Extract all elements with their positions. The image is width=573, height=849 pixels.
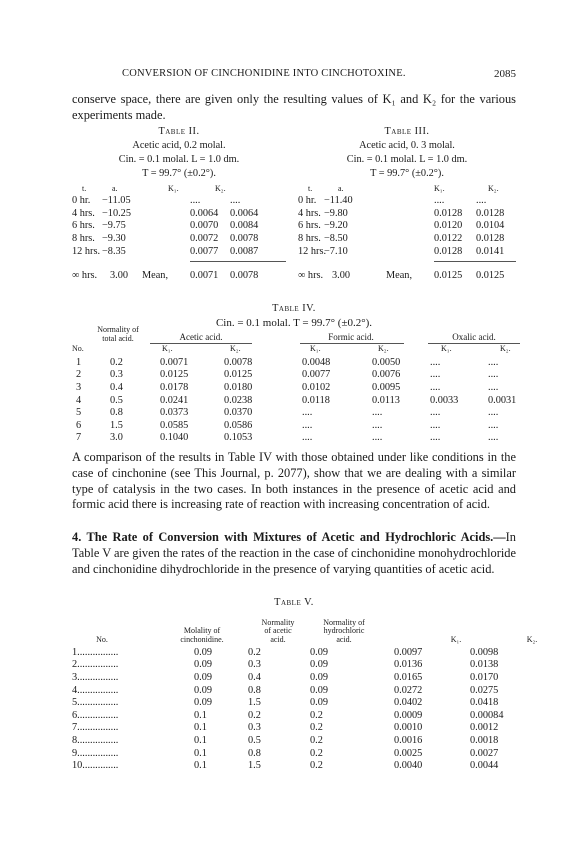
section-heading: 4. The Rate of Conversion with Mixtures of Acetic and Hydrochloric Acids.— (72, 530, 506, 544)
table-row (72, 696, 524, 709)
table-cell: .... (488, 356, 499, 368)
table-cell: 0.0178 (160, 381, 189, 393)
table-cell: 0.8 (248, 684, 261, 696)
comparison-paragraph (72, 450, 516, 513)
intro-paragraph: conserve space, there are given only the resulting values of K₁ and K₂ for the various experiments made. (72, 92, 516, 122)
table-cell: 0.09 (194, 697, 213, 709)
table-cell: 0.00084 (470, 709, 504, 721)
conditions-line: Cin. = 0.1 molal. L = 1.0 dm. (346, 154, 468, 165)
table-cell: 0.1 (194, 734, 207, 746)
table-cell: 0.1053 (224, 432, 253, 444)
table-cell: −7.10 (324, 245, 348, 257)
column-header: t. (308, 184, 313, 193)
column-header: a. (338, 184, 344, 193)
table-cell: 0.5 (110, 394, 123, 406)
table-cell: 7................ (72, 722, 119, 734)
oxalic-k2-head: K₂. (500, 344, 511, 353)
column-header: K₂. (215, 184, 226, 193)
table-cell: 0.2 (310, 722, 323, 734)
table-3 (298, 126, 516, 306)
table-row (72, 356, 522, 369)
column-header: K₁. (450, 634, 462, 644)
table-cell: 0.09 (310, 671, 329, 683)
table-cell: .... (488, 369, 499, 381)
table-cell: 0.0136 (394, 659, 423, 671)
table-cell: 0.09 (194, 646, 213, 658)
table-cell: 12 hrs. (72, 245, 101, 257)
table-cell: .... (488, 381, 499, 393)
table-cell: .... (430, 432, 441, 444)
table-cell: 0.0064 (230, 207, 259, 219)
table-cell: 1.5 (110, 419, 123, 431)
table-cell: 0.0078 (230, 233, 259, 245)
table-4-conditions: Cin. = 0.1 molal. T = 99.7° (±0.2°). (215, 317, 373, 329)
column-header: K₂. (488, 184, 499, 193)
table-cell: 0.0373 (160, 407, 189, 419)
table-cell: 0 hr. (72, 195, 91, 206)
infinity-a: 3.00 (110, 270, 129, 281)
table-cell: .... (430, 407, 441, 419)
table-cell: 8 hrs. (298, 233, 321, 245)
table-cell: 0.0064 (190, 207, 219, 219)
table-cell: 0.09 (310, 659, 329, 671)
table-cell: 0.5 (248, 734, 261, 746)
mean-k1: 0.0125 (434, 270, 463, 281)
table-cell: 0.3 (110, 369, 123, 381)
table-cell: .... (190, 195, 201, 206)
table-cell: 0.0078 (224, 356, 253, 368)
table-cell: 5 (76, 407, 82, 419)
table-cell: 5................ (72, 697, 119, 709)
table-cell: 6................ (72, 709, 119, 721)
table-cell: .... (476, 195, 487, 206)
oxalic-k1-head: K₁. (441, 344, 452, 353)
table-cell: 0.0016 (394, 734, 423, 746)
table-cell: 0.0120 (434, 220, 463, 232)
conditions-line: Cin. = 0.1 molal. L = 1.0 dm. (118, 154, 240, 165)
table-cell: 0.0418 (470, 697, 499, 709)
table-cell: 7 (76, 432, 82, 444)
table-cell: 3 (76, 381, 82, 393)
table-cell: 0.3 (248, 722, 261, 734)
table-cell: 2 (76, 369, 82, 381)
table-cell: 0.0044 (470, 760, 499, 772)
table-cell: 8 hrs. (72, 233, 95, 245)
formic-k1-head: K₁. (310, 344, 321, 353)
table-cell: 0.8 (248, 747, 261, 759)
table-cell: 0.4 (110, 381, 123, 393)
table-4-body (72, 356, 522, 444)
table-cell: 0.0238 (224, 394, 253, 406)
table-cell: 0.09 (194, 684, 213, 696)
mean-rule (434, 261, 516, 262)
column-header: Normality of acetic acid. (261, 617, 295, 644)
infinity-time: ∞ hrs. (298, 270, 324, 281)
conditions-line: Acetic acid, 0. 3 molal. (359, 140, 455, 151)
table-cell: 0.0048 (302, 356, 331, 368)
table-cell: 0.2 (310, 760, 323, 772)
table-cell: 0.0077 (190, 245, 219, 257)
table-cell: 0.0027 (470, 747, 499, 759)
table-row (72, 747, 524, 760)
table-cell: 0.0275 (470, 684, 499, 696)
table-cell: 0.0077 (302, 369, 331, 381)
table-row (72, 646, 524, 659)
table-row (72, 394, 522, 407)
table-cell: 0.0128 (434, 207, 463, 219)
table-cell: .... (372, 419, 383, 431)
group-acetic: Acetic acid. (179, 332, 223, 342)
table-cell: 0.0084 (230, 220, 259, 232)
table-cell: 0.09 (310, 684, 329, 696)
table-cell: .... (302, 419, 313, 431)
table-cell: .... (372, 432, 383, 444)
table-cell: 8................ (72, 734, 119, 746)
table-cell: .... (488, 432, 499, 444)
table-cell: 0.0095 (372, 381, 401, 393)
table-cell: 0.3 (248, 659, 261, 671)
table-cell: 0.0180 (224, 381, 253, 393)
table-cell: 0.0087 (230, 245, 259, 257)
table-row (72, 406, 522, 419)
table-cell: 4 (76, 394, 82, 406)
table-cell: 6 (76, 419, 82, 431)
table-cell: 1.5 (248, 697, 261, 709)
table-cell: 0.2 (248, 646, 261, 658)
table-cell: 0.0033 (430, 394, 459, 406)
table-cell: 0.0040 (394, 760, 423, 772)
table-cell: .... (488, 407, 499, 419)
table-cell: 4................ (72, 684, 119, 696)
table-cell: 0.0272 (394, 684, 423, 696)
column-header: t. (82, 184, 87, 193)
table-cell: 0.2 (310, 734, 323, 746)
column-header: Molality of cinchonidine. (180, 626, 224, 644)
table-cell: 0.0125 (160, 369, 189, 381)
mean-k2: 0.0078 (230, 270, 259, 281)
table-cell: 0.1040 (160, 432, 189, 444)
col-normality: Normality of total acid. (97, 325, 139, 343)
group-formic: Formic acid. (328, 332, 374, 342)
table-cell: 0.0241 (160, 394, 189, 406)
table-cell: 0.1 (194, 709, 207, 721)
table-cell: 1 (76, 356, 82, 368)
table-cell: −9.30 (102, 233, 126, 245)
table-cell: 0.0010 (394, 722, 423, 734)
table-cell: 4 hrs. (72, 207, 95, 219)
table-cell: 10.............. (72, 760, 119, 772)
table-cell: 0.09 (194, 671, 213, 683)
col-no: No. (72, 344, 84, 353)
table-row (72, 419, 522, 432)
table-cell: 0.0025 (394, 747, 423, 759)
table-cell: .... (302, 407, 313, 419)
section-body: In Table V are given the rates of the reaction in the case of cinchonidine monohydrochloride and cinchonidine dihydrochloride in the presence of varying quantities of acetic acid. (72, 530, 516, 576)
table-cell: 0.4 (248, 671, 261, 683)
table-cell: 3................ (72, 671, 119, 683)
table-cell: 0.0102 (302, 381, 331, 393)
table-cell: 0.0585 (160, 419, 189, 431)
table-cell: 2................ (72, 659, 119, 671)
infinity-a: 3.00 (332, 270, 351, 281)
table-cell: 0.0104 (476, 220, 505, 232)
table-cell: 0.0098 (470, 646, 499, 658)
table-row (72, 381, 522, 394)
table-cell: .... (430, 369, 441, 381)
table-cell: 0.0125 (224, 369, 253, 381)
mean-label: Mean, (142, 270, 169, 281)
conditions-line: T = 99.7° (±0.2°). (370, 168, 444, 179)
mean-k1: 0.0071 (190, 270, 219, 281)
table-cell: 0.2 (310, 709, 323, 721)
column-header: K₁. (168, 184, 179, 193)
table-row (72, 432, 522, 445)
table-cell: −8.50 (324, 233, 348, 245)
table-cell: 0.09 (310, 646, 329, 658)
table-cell: 0.0070 (190, 220, 219, 232)
table-2 (72, 126, 286, 306)
table-cell: .... (372, 407, 383, 419)
table-cell: 0.0071 (160, 356, 189, 368)
table-cell: .... (430, 356, 441, 368)
table-cell: 0.8 (110, 407, 123, 419)
table-cell: 4 hrs. (298, 207, 321, 219)
table-cell: 0.0018 (470, 734, 499, 746)
table-cell: 1................ (72, 646, 119, 658)
table-cell: 6 hrs. (298, 220, 321, 232)
table-cell: .... (302, 432, 313, 444)
table-cell: 0.0128 (476, 207, 505, 219)
column-header: Normality of hydrochloric acid. (323, 617, 365, 644)
column-header: K₂. (526, 634, 538, 644)
table-row (72, 684, 524, 697)
table-cell: .... (230, 195, 241, 206)
table-cell: −9.80 (324, 207, 348, 219)
table-cell: 0.0012 (470, 722, 499, 734)
table-5-body (72, 646, 524, 772)
table-cell: 6 hrs. (72, 220, 95, 232)
table-cell: 0.09 (310, 697, 329, 709)
column-header: a. (112, 184, 118, 193)
section-4-paragraph (72, 530, 516, 577)
table-cell: 0.2 (310, 747, 323, 759)
table-row (72, 659, 524, 672)
table-cell: 0.2 (248, 709, 261, 721)
table-cell: −9.75 (102, 220, 126, 232)
table-cell: −9.20 (324, 220, 348, 232)
table-row (72, 709, 524, 722)
table-cell: 0.2 (110, 356, 123, 368)
table-cell: 0.0586 (224, 419, 253, 431)
table-cell: 0.0370 (224, 407, 253, 419)
table-cell: .... (430, 419, 441, 431)
table-cell: −11.40 (324, 195, 353, 206)
column-header: K₁. (434, 184, 445, 193)
table-cell: 0.0118 (302, 394, 330, 406)
table-cell: 0.1 (194, 722, 207, 734)
table-cell: 0.0138 (470, 659, 499, 671)
table-row (72, 671, 524, 684)
formic-k2-head: K₂. (378, 344, 389, 353)
table-cell: 0.0076 (372, 369, 401, 381)
table-cell: 0.0031 (488, 394, 517, 406)
group-oxalic: Oxalic acid. (452, 332, 496, 342)
table-cell: 0.0122 (434, 233, 463, 245)
table-row (72, 722, 524, 735)
table-cell: 0.1 (194, 760, 207, 772)
table-cell: 0.1 (194, 747, 207, 759)
table-4-caption: Table IV. (272, 303, 316, 314)
table-5-caption: Table V. (274, 597, 314, 608)
table-cell: 0.0165 (394, 671, 423, 683)
table-cell: 12 hrs. (298, 245, 327, 257)
running-title: CONVERSION OF CINCHONIDINE INTO CINCHOTOXINE. (122, 68, 406, 79)
table-cell: 3.0 (110, 432, 123, 444)
table-cell: 0.0128 (476, 233, 505, 245)
acetic-k1-head: K₁. (162, 344, 173, 353)
table-cell: 0.0097 (394, 646, 423, 658)
infinity-time: ∞ hrs. (72, 270, 98, 281)
table-cell: −8.35 (102, 245, 126, 257)
conditions-line: Acetic acid, 0.2 molal. (132, 140, 226, 151)
table-cell: 0.0128 (434, 245, 463, 257)
table-cell: 0.0141 (476, 245, 505, 257)
table-cell: 9................ (72, 747, 119, 759)
table-cell: 0.0009 (394, 709, 423, 721)
table-cell: .... (434, 195, 445, 206)
table-caption: Table III. (384, 126, 430, 137)
table-cell: 0.0072 (190, 233, 219, 245)
mean-rule (190, 261, 286, 262)
mean-k2: 0.0125 (476, 270, 505, 281)
table-cell: 0.0113 (372, 394, 400, 406)
table-cell: 0.09 (194, 659, 213, 671)
table-cell: −10.25 (102, 207, 131, 219)
table-cell: .... (430, 381, 441, 393)
table-cell: .... (488, 419, 499, 431)
table-cell: 0.0170 (470, 671, 499, 683)
table-5-headers (72, 609, 538, 645)
table-cell: 1.5 (248, 760, 261, 772)
table-cell: 0.0402 (394, 697, 423, 709)
comparison-text: A comparison of the results in Table IV with those obtained under like conditions in the case of cinchonine (see This Journal, p. 2077), show that we are dealing with a similar type of catalysis in the two cases. In both instances in the presence of acetic acid and formic acid there is increasing rate of reaction with increasing concentration of acid. (72, 450, 516, 512)
conditions-line: T = 99.7° (±0.2°). (142, 168, 216, 179)
acetic-k2-head: K₂. (230, 344, 241, 353)
table-row (72, 369, 522, 382)
table-row (72, 734, 524, 747)
table-cell: −11.05 (102, 195, 131, 206)
page-number: 2085 (494, 68, 516, 80)
column-header: No. (96, 634, 108, 644)
table-cell: 0 hr. (298, 195, 317, 206)
table-cell: 0.0050 (372, 356, 401, 368)
table-caption: Table II. (158, 126, 200, 137)
table-row (72, 759, 524, 772)
mean-label: Mean, (386, 270, 413, 281)
